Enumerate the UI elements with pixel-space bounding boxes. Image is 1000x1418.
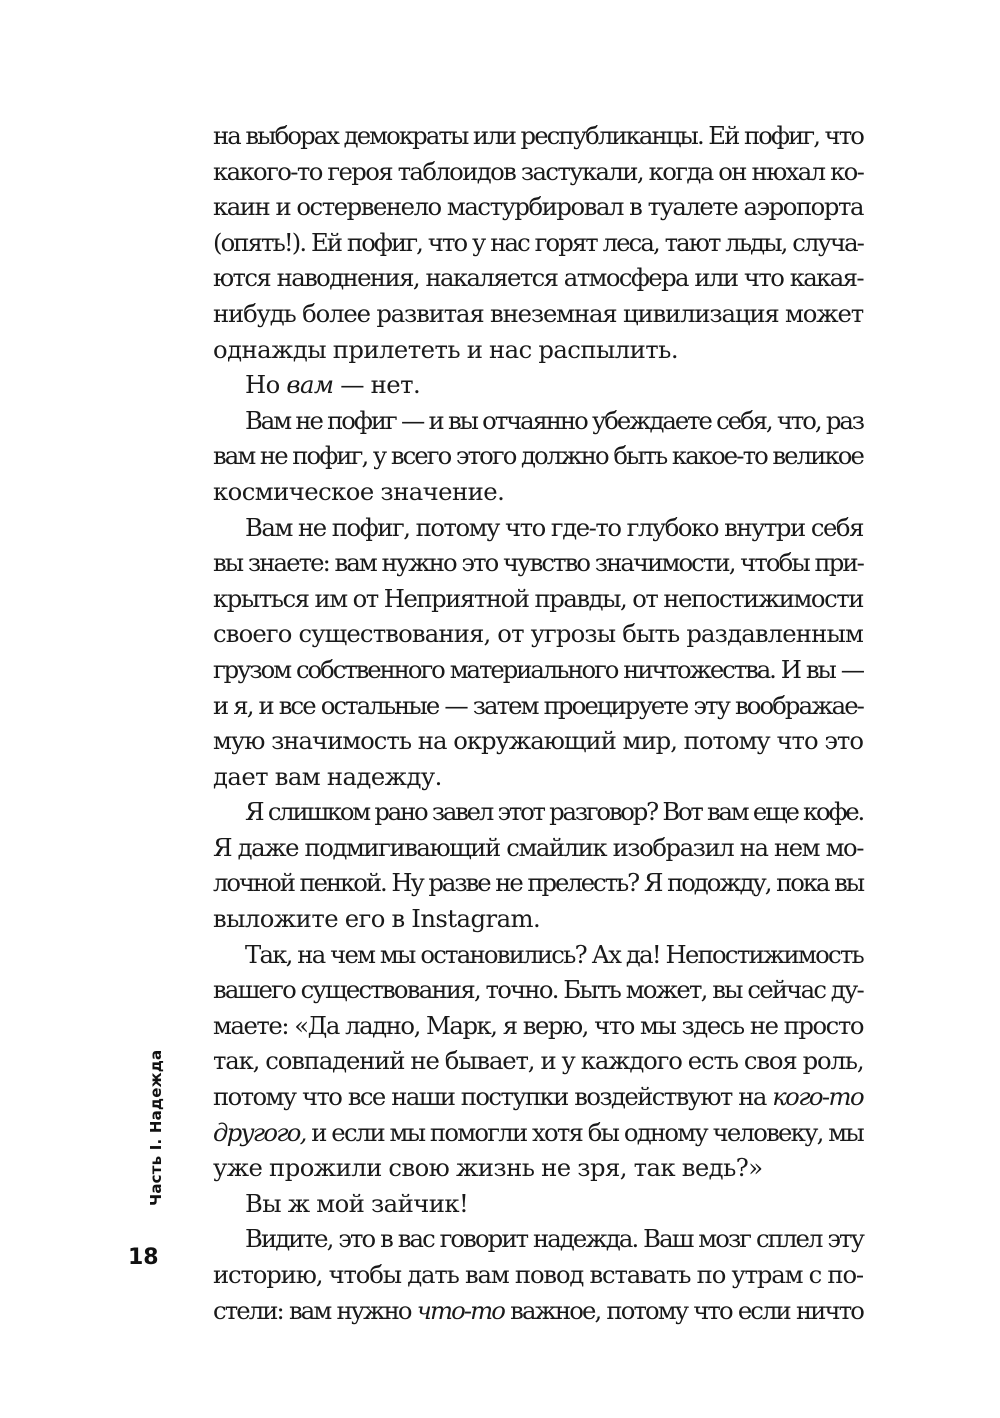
text-line: грузом собственного материального ничтожества. И вы —: [213, 654, 863, 684]
emphasis-text: кого-то: [772, 1082, 863, 1112]
text-line: на выборах демократы или республиканцы. Ей пофиг, что: [213, 121, 863, 150]
text-line: однажды прилететь и нас распылить.: [213, 334, 679, 364]
text-line: уже прожили свою жизнь не зря, так ведь?»: [213, 1153, 763, 1183]
text-line: так, совпадений не бывает, и у каждого есть своя роль,: [213, 1046, 864, 1076]
text-line: [213, 1079, 863, 1115]
text-line: каин и остервенело мастурбировал в туалете аэропорта: [213, 192, 863, 222]
text-line: [213, 1293, 863, 1329]
text-line: и я, и все остальные — затем проецируете эту воображае-: [213, 690, 863, 720]
text-line: дает вам надежду.: [213, 761, 442, 791]
page-number: 18: [128, 1245, 159, 1270]
text-line: космическое значение.: [213, 476, 505, 506]
text-line: вы знаете: вам нужно это чувство значимости, чтобы при-: [213, 548, 863, 578]
text-line: Вам не пофиг — и вы отчаянно убеждаете себя, что, раз: [245, 405, 863, 435]
text-line: Я даже подмигивающий смайлик изобразил на нем мо-: [213, 832, 863, 862]
text-line: Видите, это в вас говорит надежда. Ваш мозг сплел эту: [245, 1224, 863, 1254]
text-line: Вы ж мой зайчик!: [245, 1188, 469, 1218]
emphasis-text: что-то: [416, 1295, 505, 1325]
emphasis-text: вам: [286, 370, 334, 400]
text-line: вашего существования, точно. Быть может, вы сейчас ду-: [213, 975, 863, 1005]
text-run: и если мы помогли хотя бы одному человеку, мы: [305, 1117, 863, 1147]
text-line: какого-то героя таблоидов застукали, когда он нюхал ко-: [213, 156, 864, 186]
text-line: историю, чтобы дать вам повод вставать по утрам с по-: [213, 1260, 863, 1289]
text-line: вам не пофиг, у всего этого должно быть какое-то великое: [213, 441, 863, 471]
text-line: (опять!). Ей пофиг, что у нас горят леса, тают льды, случа-: [213, 227, 863, 257]
running-head: Часть I. Надежда: [147, 1049, 165, 1206]
text-line: [213, 1115, 863, 1151]
emphasis-text: другого,: [213, 1117, 306, 1147]
text-run: — нет.: [333, 370, 421, 400]
text-line: Я слишком рано завел этот разговор? Вот вам еще кофе.: [245, 797, 863, 827]
text-line: [213, 367, 863, 403]
text-line: маете: «Да ладно, Марк, я верю, что мы здесь не просто: [213, 1010, 863, 1040]
text-run: Но: [245, 370, 287, 400]
text-run: потому что все наши поступки воздействуют на: [213, 1082, 773, 1112]
text-line: своего существования, от угрозы быть раздавленным: [213, 619, 863, 649]
text-line: мую значимость на окружающий мир, потому что это: [213, 726, 863, 756]
text-line: Так, на чем мы остановились? Ах да! Непостижимость: [245, 939, 863, 969]
text-line: крыться им от Неприятной правды, от непостижимости: [213, 583, 863, 613]
text-line: ются наводнения, накаляется атмосфера или что какая-: [213, 263, 863, 293]
text-run: стели: вам нужно: [213, 1295, 417, 1325]
text-line: выложите его в Instagram.: [213, 904, 541, 934]
text-line: лочной пенкой. Ну разве не прелесть? Я подожду, пока вы: [213, 868, 863, 898]
text-line: Вам не пофиг, потому что где-то глубоко внутри себя: [245, 512, 863, 542]
text-run: важное, потому что если ничто: [504, 1295, 863, 1325]
text-line: нибудь более развитая внеземная цивилизация может: [213, 298, 863, 328]
body-text: [213, 118, 863, 1328]
